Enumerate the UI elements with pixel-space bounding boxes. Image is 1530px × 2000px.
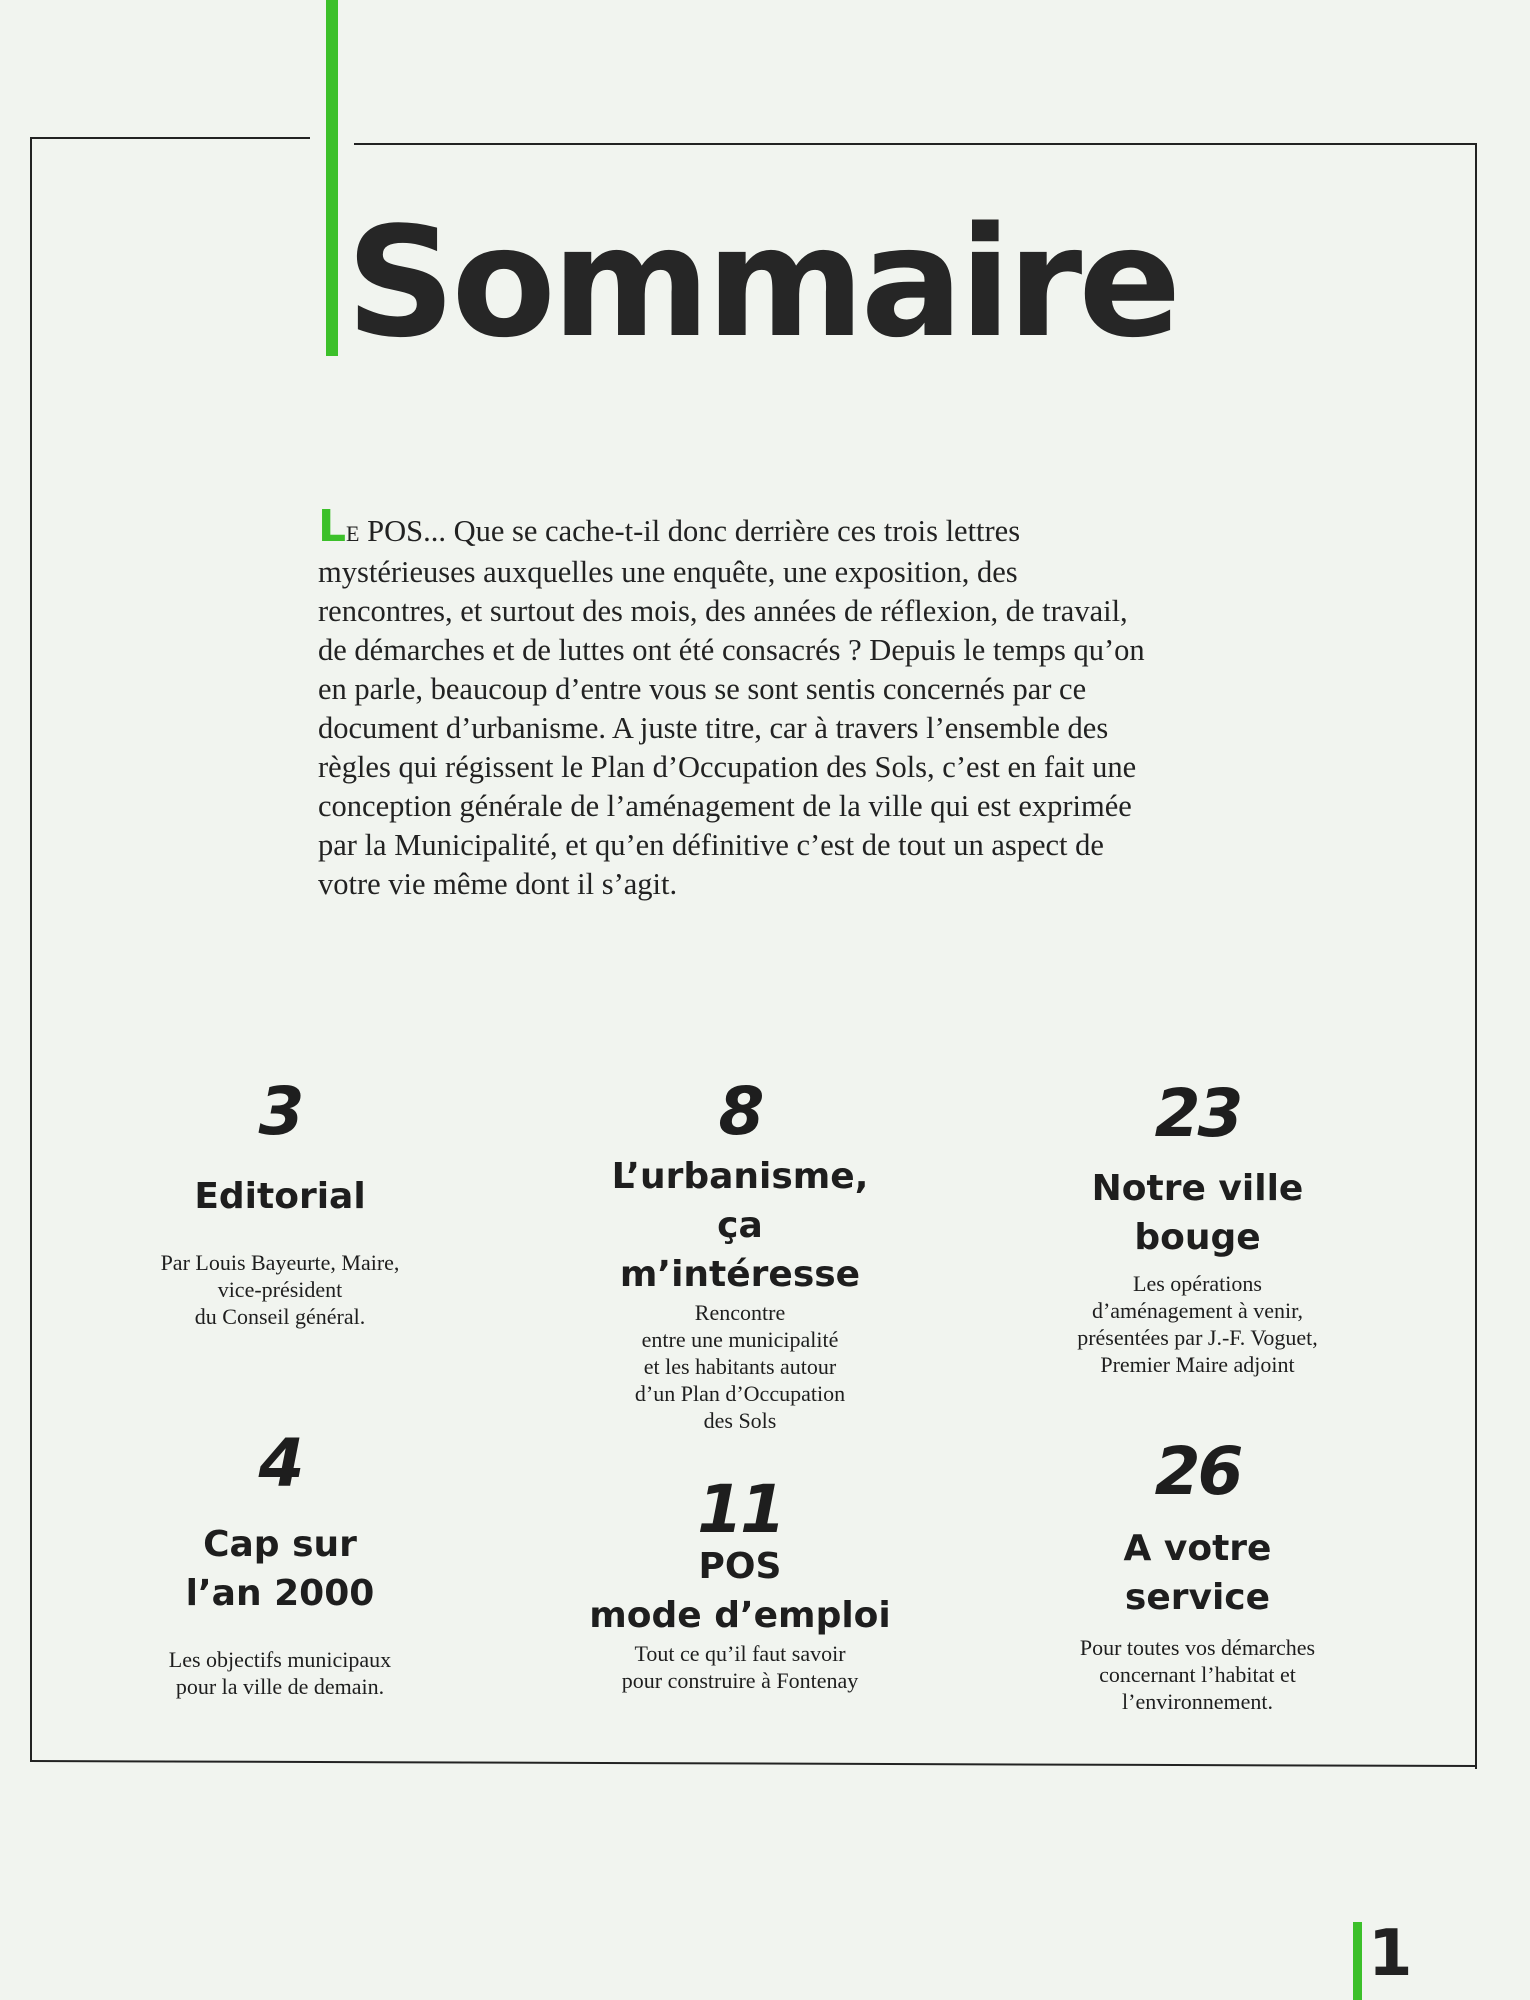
toc-heading-line: L’urbanisme, xyxy=(611,1156,869,1197)
toc-description-line: l’environnement. xyxy=(1122,1689,1273,1714)
toc-page-number: 11 xyxy=(697,1471,783,1548)
toc-heading-line: ça xyxy=(717,1205,763,1246)
toc-description-line: et les habitants autour xyxy=(643,1354,837,1379)
toc-entry-urbanisme[interactable] xyxy=(560,1074,920,1434)
toc-entry-editorial[interactable] xyxy=(95,1074,465,1330)
toc-heading xyxy=(560,1152,920,1299)
page-title: Sommaire xyxy=(346,194,1178,371)
toc-description-line: pour la ville de demain. xyxy=(175,1674,385,1699)
toc-page-number: 4 xyxy=(258,1425,302,1502)
toc-page-number: 23 xyxy=(1154,1075,1241,1152)
toc-page-number: 8 xyxy=(718,1073,762,1150)
toc-description-line: Pour toutes vos démarches xyxy=(1079,1635,1316,1660)
toc-page-number: 26 xyxy=(1154,1433,1241,1510)
toc-description-line: d’aménagement à venir, xyxy=(1091,1298,1304,1323)
toc-description-line: Les objectifs municipaux xyxy=(168,1647,392,1672)
toc-description xyxy=(1010,1634,1385,1715)
toc-description-line: Les opérations xyxy=(1133,1271,1262,1296)
toc-description-line: des Sols xyxy=(703,1408,777,1433)
toc-heading-line: bouge xyxy=(1134,1217,1261,1258)
toc-description-line: du Conseil général. xyxy=(194,1304,366,1329)
frame-left-rule xyxy=(30,137,32,1761)
intro-paragraph xyxy=(318,501,1148,904)
toc-heading-line: Cap sur xyxy=(203,1524,357,1565)
frame-right-rule xyxy=(1475,143,1477,1769)
toc-heading-line: mode d’emploi xyxy=(589,1595,891,1636)
toc-description-line: Premier Maire adjoint xyxy=(1100,1352,1295,1377)
toc-description xyxy=(1010,1270,1385,1378)
toc-description-line: pour construire à Fontenay xyxy=(621,1668,859,1693)
intro-text: POS... Que se cache-t-il donc derrière ces trois lettres mystérieuses auxquelles une enquête, une exposition, des rencontres, et surtout des mois, des années de réflexion, de travail, de démarches et de luttes ont été consacrés ? Depuis le temps qu’on en parle, beaucoup d’entre vous se sont sentis concernés par ce document d’urbanisme. A juste titre, car à travers l’ensemble des règles qui régissent le Plan d’Occupation des Sols, c’est en fait une conception générale de l’aménagement de la ville qui est exprimée par la Municipalité, et qu’en définitive c’est de tout un aspect de votre vie même dont il s’agit. xyxy=(318,514,1145,901)
toc-description-line: Tout ce qu’il faut savoir xyxy=(634,1641,846,1666)
toc-heading-line: Notre ville xyxy=(1091,1168,1304,1209)
intro-smallcap: E xyxy=(346,521,360,546)
toc-description-line: présentées par J.-F. Voguet, xyxy=(1077,1325,1318,1350)
toc-description xyxy=(560,1640,920,1694)
toc-description-line: vice-président xyxy=(217,1277,343,1302)
toc-description-line: d’un Plan d’Occupation xyxy=(634,1381,846,1406)
toc-heading-line: service xyxy=(1124,1577,1271,1618)
toc-heading xyxy=(560,1542,920,1640)
frame-top-left-rule xyxy=(30,137,310,139)
toc-heading xyxy=(1010,1164,1385,1262)
toc-description xyxy=(95,1249,465,1330)
toc-heading-line: A votre xyxy=(1123,1528,1272,1569)
toc-description xyxy=(560,1299,920,1434)
toc-page-number: 3 xyxy=(258,1073,302,1150)
frame-bottom-rule xyxy=(30,1760,1477,1767)
toc-entry-cap-2000[interactable] xyxy=(95,1426,465,1700)
toc-entry-pos-mode-emploi[interactable] xyxy=(560,1472,920,1694)
title-accent-bar xyxy=(326,0,338,356)
toc-heading xyxy=(95,1172,465,1221)
toc-description xyxy=(95,1646,465,1700)
toc-heading xyxy=(1010,1524,1385,1622)
toc-heading-line: Editorial xyxy=(194,1176,366,1217)
toc-heading-line: l’an 2000 xyxy=(185,1573,375,1614)
toc-heading-line: POS xyxy=(698,1546,782,1587)
toc-heading-line: m’intéresse xyxy=(619,1254,861,1295)
toc-description-line: Rencontre xyxy=(694,1300,786,1325)
page-number: 1 xyxy=(1368,1917,1413,1991)
toc-heading xyxy=(95,1520,465,1618)
toc-entry-a-votre-service[interactable] xyxy=(1010,1434,1385,1715)
toc-description-line: entre une municipalité xyxy=(641,1327,839,1352)
toc-description-line: Par Louis Bayeurte, Maire, xyxy=(160,1250,400,1275)
page-number-accent-bar xyxy=(1353,1922,1362,2000)
toc-entry-notre-ville[interactable] xyxy=(1010,1076,1385,1378)
toc-description-line: concernant l’habitat et xyxy=(1099,1662,1296,1687)
frame-top-right-rule xyxy=(354,143,1477,145)
intro-dropcap: L xyxy=(318,501,347,552)
